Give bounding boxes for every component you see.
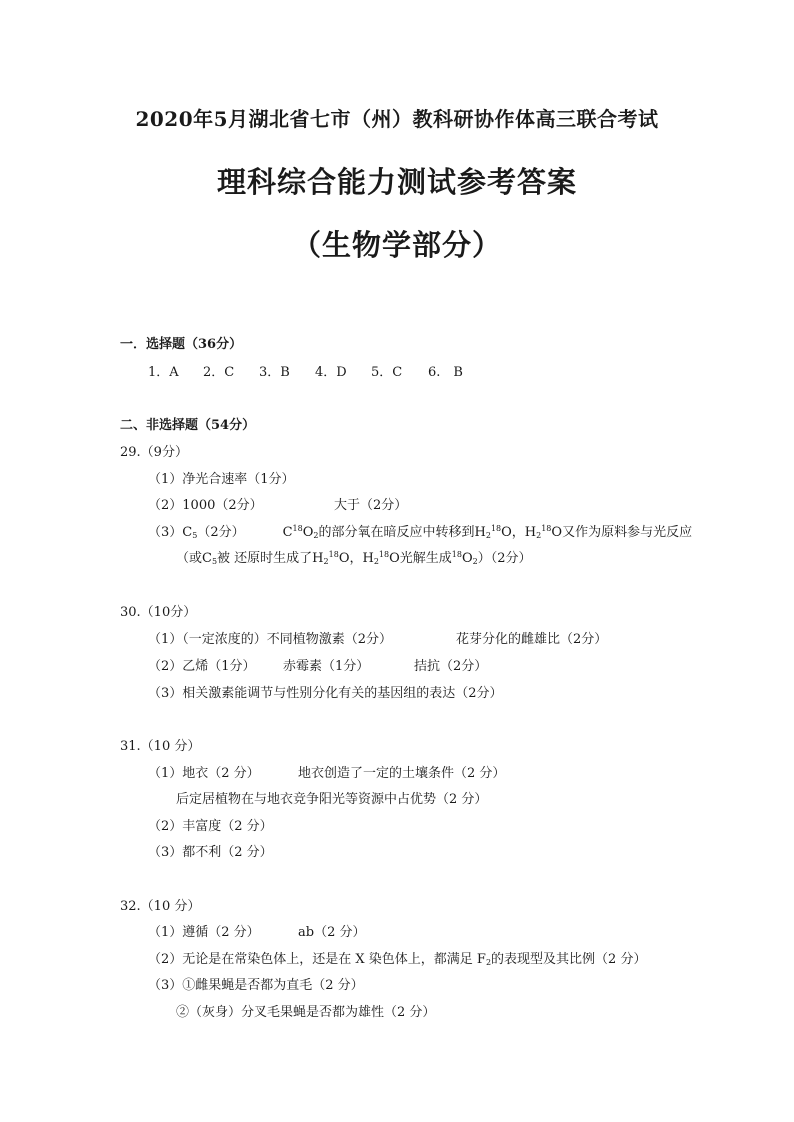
q29-part1: （1）净光合速率（1分）: [148, 472, 295, 487]
subject-subtitle: （生物学部分）: [291, 228, 502, 262]
mc-answer-3: 3．B: [259, 365, 290, 380]
q29-part3-open: （或C: [176, 551, 212, 566]
q29-h2o-isotope: 18: [490, 524, 502, 533]
q32-part1b: ab（2 分）: [298, 925, 366, 940]
q29-h2o-subscript: 2: [485, 531, 491, 540]
section-free-response-heading: 二、非选择题（54分）: [120, 418, 256, 433]
q31-title: 31.（10 分）: [120, 739, 201, 754]
q32-f2-subscript: 2: [485, 958, 492, 967]
section-multiple-choice-heading: 一．选择题（36分）: [120, 337, 243, 352]
q29-c5-subscript: 5: [192, 531, 198, 540]
q29-o2-subscript: 2: [472, 557, 478, 566]
q32-title: 32.（10 分）: [120, 899, 201, 914]
mc-answer-4: 4．D: [315, 365, 347, 380]
q29-title: 29.（9分）: [120, 445, 188, 460]
q31-part1c: 后定居植物在与地衣竞争阳光等资源中占优势（2 分）: [176, 792, 488, 807]
q31-part1b: 地衣创造了一定的土壤条件（2 分）: [298, 766, 506, 781]
q29-co2-c: C: [282, 525, 293, 540]
q29-part3-text2: O，H: [501, 525, 537, 540]
q31-part2: （2）丰富度（2 分）: [148, 819, 273, 834]
q30-part2a: （2）乙烯（1分）: [148, 659, 256, 674]
q29-part3-text3: O又作为原料参与光反应: [551, 525, 693, 540]
q29-co2-subscript: 2: [313, 531, 319, 540]
q32-part1a: （1）遵循（2 分）: [148, 925, 260, 940]
q30-part1b: 花芽分化的雌雄比（2分）: [456, 632, 608, 647]
q29-part3-cont-text2: O，H: [338, 551, 374, 566]
q30-part3: （3）相关激素能调节与性别分化有关的基因组的表达（2分）: [148, 686, 503, 701]
q29-isotope-18: 18: [292, 524, 303, 533]
q29-co2-o: O: [302, 525, 314, 540]
q30-part2b: 赤霉素（1分）: [283, 659, 370, 674]
q29-part3-cont-text5: ）（2分）: [477, 551, 532, 566]
q29-h2o-isotope-3: 18: [328, 550, 339, 559]
q32-part2: [148, 948, 646, 967]
q29-h2o-isotope-4: 18: [378, 550, 390, 559]
q32-part2-text2: 的表现型及其比例（2 分）: [491, 952, 647, 967]
q29-part3-cont-text4: O: [461, 551, 473, 566]
mc-answer-2: 2．C: [203, 365, 235, 380]
q29-part2a: （2）1000（2分）: [148, 498, 263, 513]
q29-part3-cont-text1: 被 还原时生成了H: [217, 551, 324, 566]
q29-part3-text1: 的部分氧在暗反应中转移到H: [318, 525, 486, 540]
q29-part2b: 大于（2分）: [334, 498, 408, 513]
q31-part1a: （1）地衣（2 分）: [148, 766, 260, 781]
mc-answer-6: 6. B: [428, 365, 463, 380]
q29-h2o-subscript-4: 2: [373, 557, 379, 566]
q29-part3-continued: [176, 547, 532, 566]
q29-o2-isotope: 18: [451, 550, 462, 559]
exam-title: 2020年5月湖北省七市（州）教科研协作体高三联合考试: [135, 107, 659, 131]
q31-part3: （3）都不利（2 分）: [148, 845, 273, 860]
q29-part3-prefix: （3）C: [148, 525, 193, 540]
q30-part2c: 拮抗（2分）: [414, 659, 488, 674]
q29-part3: [148, 521, 692, 540]
q29-part3-score: （2分）: [197, 525, 245, 540]
q29-part3-cont-text3: O光解生成: [389, 551, 452, 566]
q29-h2o-subscript-2: 2: [536, 531, 542, 540]
q30-part1a: （1）（一定浓度的）不同植物激素（2分）: [148, 632, 393, 647]
document-title: 理科综合能力测试参考答案: [216, 165, 577, 199]
q32-part2-text1: （2）无论是在常染色体上，还是在 X 染色体上，都满足 F: [148, 952, 486, 967]
q29-h2o-subscript-3: 2: [323, 557, 329, 566]
q29-c3-subscript: 5: [211, 557, 218, 566]
q32-part3: （3）①雌果蝇是否都为直毛（2 分）: [148, 978, 364, 993]
q32-part3-item2: ②（灰身）分叉毛果蝇是否都为雄性（2 分）: [176, 1005, 436, 1020]
mc-answer-1: 1．A: [148, 365, 179, 380]
q30-title: 30.（10分）: [120, 605, 197, 620]
mc-answer-5: 5．C: [371, 365, 403, 380]
q29-h2o-isotope-2: 18: [541, 524, 552, 533]
